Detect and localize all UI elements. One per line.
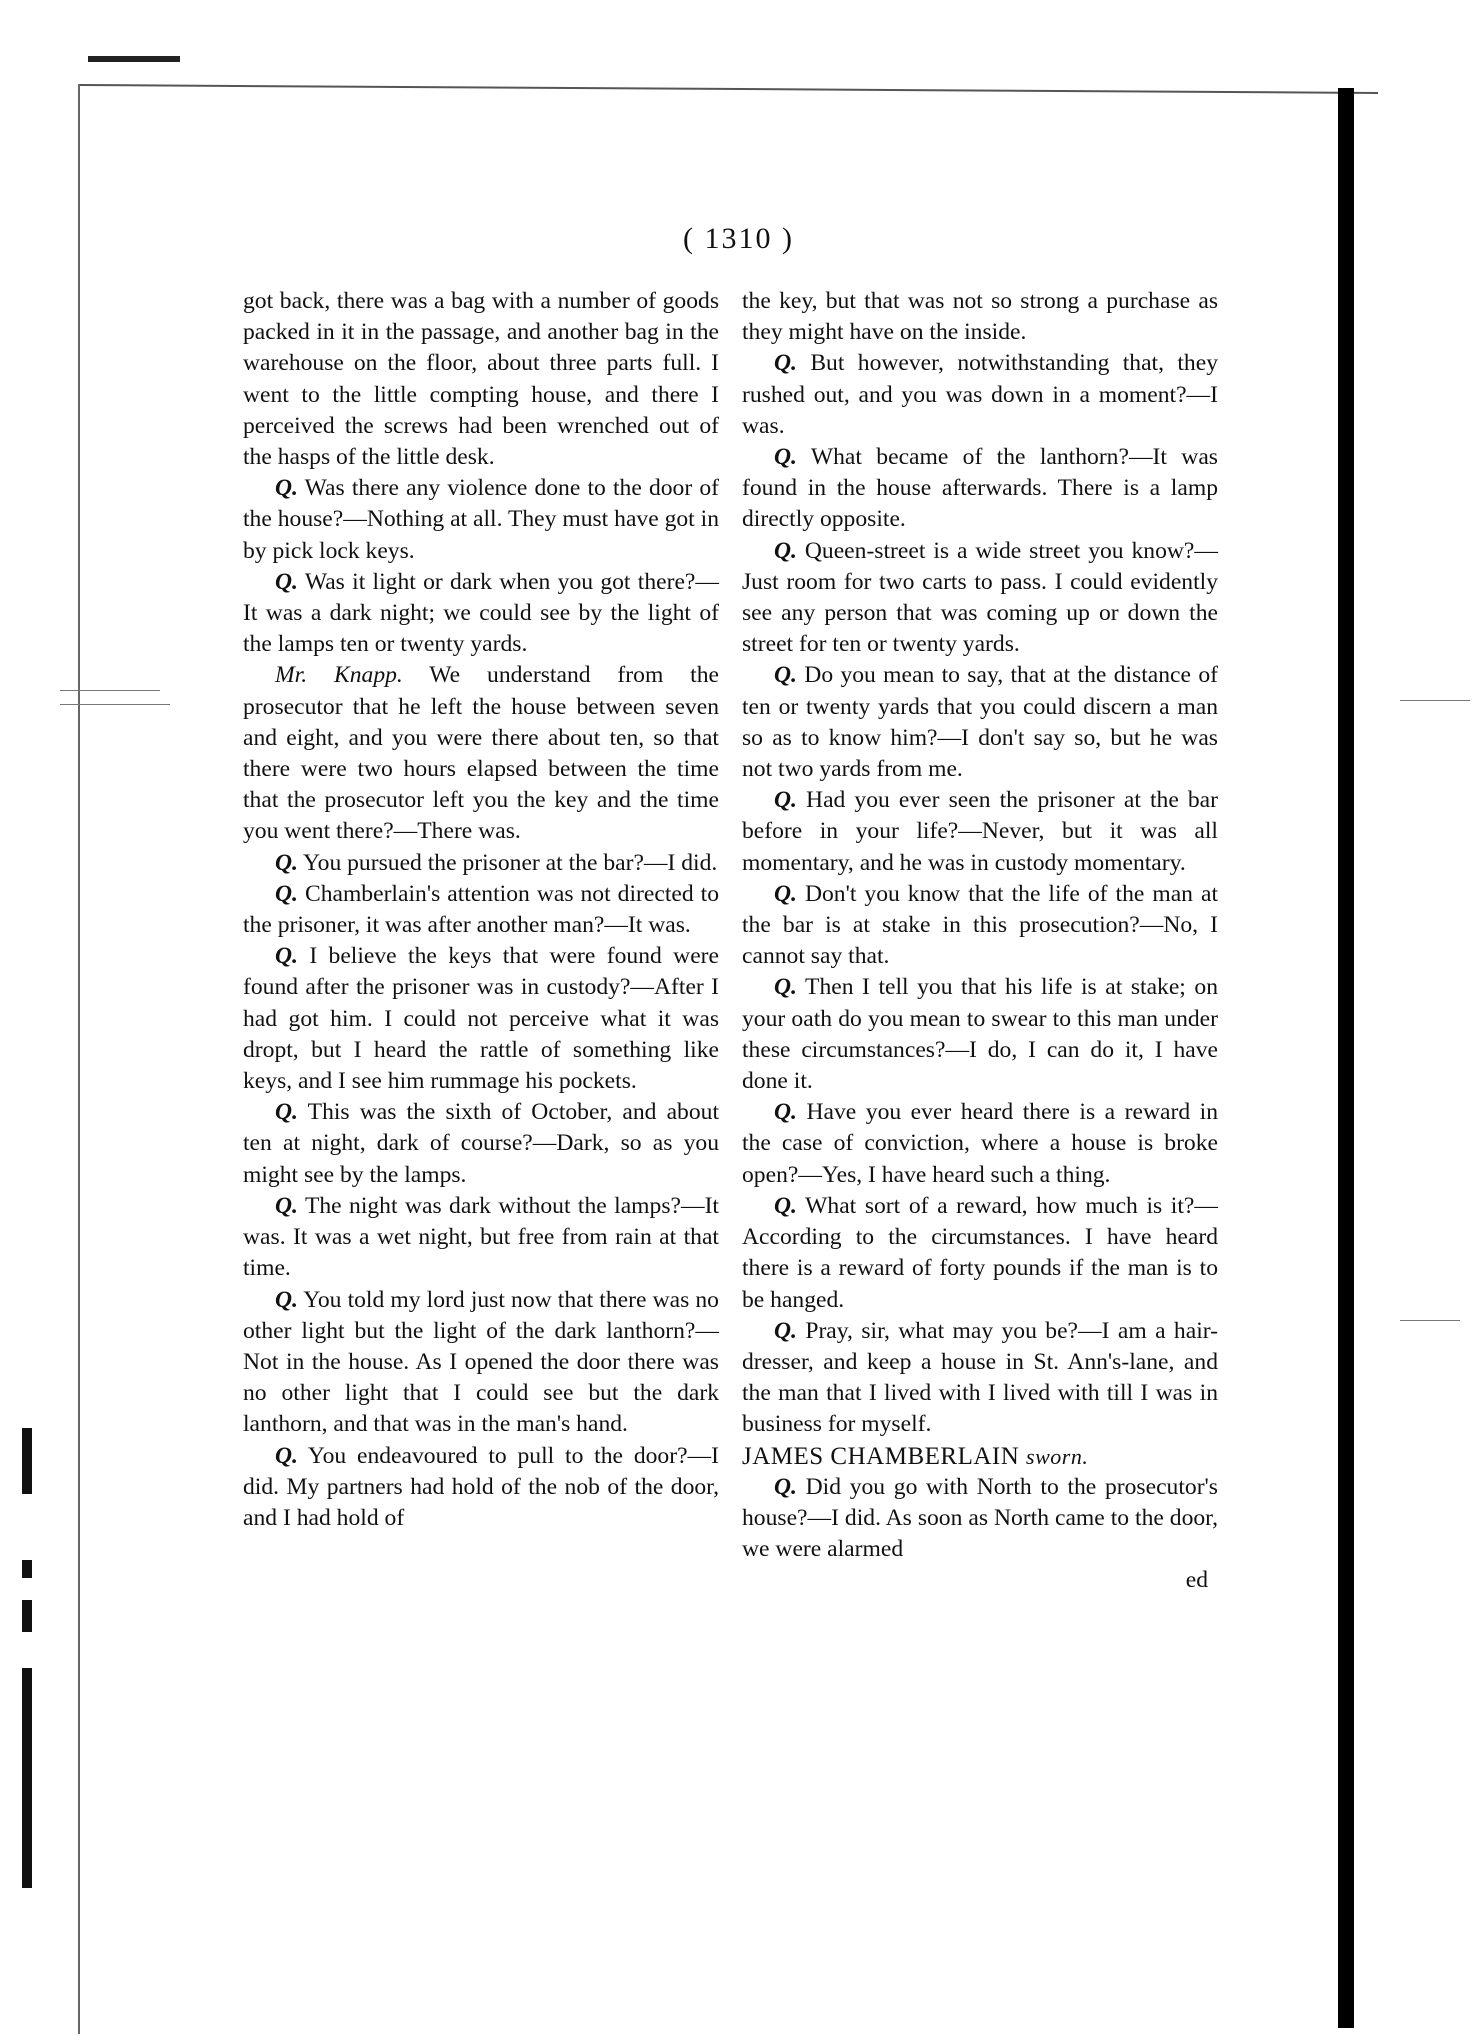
scan-margin-mark bbox=[22, 1600, 32, 1632]
paragraph-text: I believe the keys that were found were found after the prisoner was in custody?—After I had got him. I could not perceive what it was dropt, but I heard the rattle of something like keys, and I see him rummage his pockets. bbox=[243, 943, 719, 1095]
question-mark-label: Q. bbox=[774, 880, 797, 907]
question-mark-label: Q. bbox=[275, 943, 298, 970]
question-mark-label: Q. bbox=[275, 475, 298, 502]
paragraph-text: Did you go with North to the prosecutor's house?—I did. As soon as North came to the door, we were alarmed bbox=[742, 1473, 1218, 1563]
scan-dash bbox=[60, 704, 170, 705]
paragraph bbox=[742, 785, 1218, 879]
scan-margin-mark bbox=[22, 1668, 32, 1888]
paragraph bbox=[243, 1285, 719, 1441]
scan-margin-mark bbox=[22, 1560, 32, 1578]
paragraph bbox=[243, 660, 719, 847]
witness-sworn: sworn. bbox=[1026, 1443, 1089, 1469]
scan-border-line bbox=[78, 84, 1378, 94]
question-mark-label: Q. bbox=[275, 1192, 298, 1219]
paragraph-text: Don't you know that the life of the man at the bar is at stake in this prosecution?—No, I cannot say that. bbox=[742, 880, 1218, 970]
paragraph bbox=[742, 536, 1218, 661]
paragraph-text: Have you ever heard there is a reward in the case of conviction, where a house is broke open?—Yes, I have heard such a thing. bbox=[742, 1099, 1218, 1188]
right-column-after-heading bbox=[742, 1472, 1218, 1566]
paragraph-text: got back, there was a bag with a number of goods packed in it in the passage, and another bag in the warehouse on the floor, about three parts full. I went to the little compting house, and there I perceived the screws had been wrenched out of the hasps of the little desk. bbox=[243, 288, 719, 471]
paragraph bbox=[243, 473, 719, 567]
paragraph-text: Was it light or dark when you got there?—It was a dark night; we could see by the light of the lamps ten or twenty yards. bbox=[243, 568, 719, 658]
paragraph bbox=[742, 1097, 1218, 1191]
paragraph-text: Was there any violence done to the door of the house?—Nothing at all. They must have got in by pick lock keys. bbox=[243, 475, 719, 564]
question-mark-label: Q. bbox=[774, 1099, 797, 1126]
question-mark-label: Q. bbox=[774, 1473, 797, 1500]
scan-dash bbox=[1400, 700, 1470, 701]
scan-margin-mark bbox=[22, 1428, 32, 1494]
paragraph-text: Pray, sir, what may you be?—I am a hair-dresser, and keep a house in St. Ann's-lane, and the man that I lived with I lived with till I was in business for myself. bbox=[742, 1317, 1218, 1438]
paragraph bbox=[742, 1472, 1218, 1566]
paragraph-text: Chamberlain's attention was not directed to the prisoner, it was after another man?—It was. bbox=[243, 880, 719, 939]
question-mark-label: Q. bbox=[774, 662, 797, 689]
paragraph bbox=[742, 972, 1218, 1097]
question-mark-label: Q. bbox=[275, 568, 298, 595]
paragraph bbox=[742, 1191, 1218, 1316]
paragraph-text: This was the sixth of October, and about ten at night, dark of course?—Dark, so as you might see by the lamps. bbox=[243, 1099, 719, 1188]
paragraph-text: the key, but that was not so strong a purchase as they might have on the inside. bbox=[742, 288, 1218, 346]
paragraph bbox=[742, 660, 1218, 785]
question-mark-label: Q. bbox=[275, 849, 298, 876]
question-mark-label: Q. bbox=[774, 350, 797, 377]
paragraph-text: Had you ever seen the prisoner at the bar before in your life?—Never, but it was all momentary, and he was in custody momentary. bbox=[742, 787, 1218, 876]
paragraph bbox=[243, 879, 719, 941]
question-mark-label: Q. bbox=[774, 537, 797, 564]
paragraph-text: Do you mean to say, that at the distance of ten or twenty yards that you could discern a man so as to know him?—I don't say so, but he was not two yards from me. bbox=[742, 662, 1218, 783]
scan-edge-mark bbox=[88, 56, 180, 62]
paragraph-text: What became of the lanthorn?—It was found in the house afterwards. There is a lamp directly opposite. bbox=[742, 444, 1218, 533]
paragraph bbox=[243, 286, 719, 473]
page-number: ( 1310 ) bbox=[683, 222, 794, 255]
scan-gutter-bar bbox=[1338, 88, 1354, 2028]
paragraph-text: You endeavoured to pull to the door?—I did. My partners had hold of the nob of the door, and I had hold of bbox=[243, 1442, 719, 1531]
paragraph bbox=[243, 1441, 719, 1535]
paragraph bbox=[243, 941, 719, 1097]
paragraph bbox=[742, 348, 1218, 442]
right-column-paragraphs bbox=[742, 286, 1218, 1441]
paragraph-text: But however, notwithstanding that, they rushed out, and you was down in a moment?—I was. bbox=[742, 350, 1218, 439]
paragraph-text: Then I tell you that his life is at stake; on your oath do you mean to swear to this man under these circumstances?—I do, I can do it, I have done it. bbox=[742, 974, 1218, 1095]
question-mark-label: Q. bbox=[774, 444, 797, 471]
speaker-label: Mr. Knapp. bbox=[275, 662, 403, 689]
paragraph bbox=[742, 286, 1218, 348]
paragraph-text: You pursued the prisoner at the bar?—I did. bbox=[302, 849, 718, 876]
paragraph bbox=[742, 442, 1218, 536]
left-column bbox=[243, 286, 719, 1534]
scan-dash bbox=[60, 690, 160, 691]
paragraph bbox=[243, 1191, 719, 1285]
question-mark-label: Q. bbox=[275, 1286, 298, 1313]
paragraph-text: We understand from the prosecutor that he left the house between seven and eight, and you were there about ten, so that there were two hours elapsed between the time that the prosecutor left you the key and the time you went there?—There was. bbox=[243, 662, 719, 845]
question-mark-label: Q. bbox=[774, 787, 797, 814]
scan-dash bbox=[1400, 1320, 1460, 1321]
paragraph-text: The night was dark without the lamps?—It was. It was a wet night, but free from rain at that time. bbox=[243, 1192, 719, 1282]
question-mark-label: Q. bbox=[774, 974, 797, 1001]
paragraph bbox=[243, 1097, 719, 1191]
catchword: ed bbox=[1185, 1567, 1208, 1594]
witness-name: JAMES CHAMBERLAIN bbox=[742, 1442, 1020, 1470]
question-mark-label: Q. bbox=[275, 880, 298, 907]
question-mark-label: Q. bbox=[275, 1099, 298, 1126]
question-mark-label: Q. bbox=[774, 1192, 797, 1219]
right-column bbox=[742, 286, 1218, 1597]
scan-border-line-left bbox=[78, 84, 80, 2034]
paragraph-text: Queen-street is a wide street you know?—Just room for two carts to pass. I could evidently see any person that was coming up or down the street for ten or twenty yards. bbox=[742, 537, 1219, 658]
paragraph bbox=[742, 1316, 1218, 1441]
question-mark-label: Q. bbox=[275, 1442, 298, 1469]
witness-heading bbox=[742, 1441, 1218, 1472]
paragraph-text: You told my lord just now that there was no other light but the light of the dark lanthorn?—Not in the house. As I opened the door there was no other light that I could see but the dark lanthorn, and that was in the man's hand. bbox=[243, 1286, 719, 1438]
paragraph bbox=[742, 879, 1218, 973]
question-mark-label: Q. bbox=[774, 1317, 797, 1344]
paragraph-text: What sort of a reward, how much is it?—According to the circumstances. I have heard there is a reward of forty pounds if the man is to be hanged. bbox=[742, 1192, 1218, 1313]
paragraph bbox=[243, 848, 719, 879]
paragraph bbox=[243, 567, 719, 661]
